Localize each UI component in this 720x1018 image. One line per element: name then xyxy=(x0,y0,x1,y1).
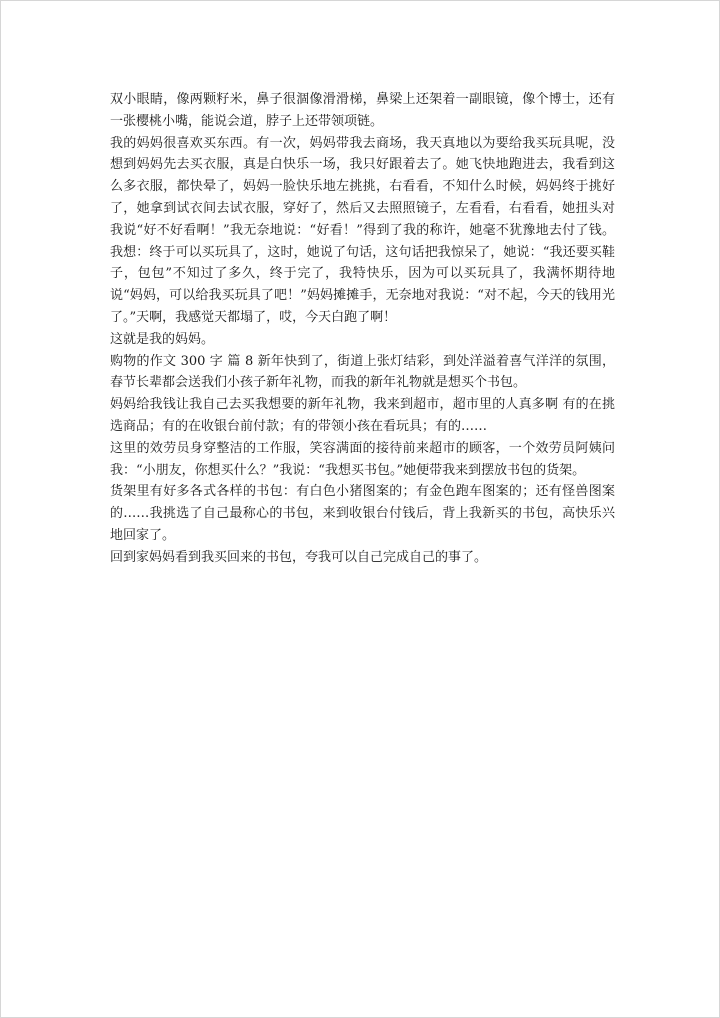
paragraph-3: 这就是我的妈妈。 xyxy=(110,331,215,347)
paragraph-2: 我的妈妈很喜欢买东西。有一次，妈妈带我去商场，我天真地以为要给我买玩具呢，没想到妈妈先去买衣服，真是白快乐一场，我只好跟着去了。她飞快地跑进去，我看到这么多衣服，都快晕了，妈妈一脸快乐地左挑挑，右看看，不知什么时候，妈妈终于挑好了，她拿到试衣间去试衣服，穿好了，然后又去照照镜子，左看看，右看看，她扭头对我说“好不好看啊！”我无奈地说：“好看！”得到了我的称许，她毫不犹豫地去付了钱。我想：终于可以买玩具了，这时，她说了句话，这句话把我惊呆了，她说：“我还要买鞋子，包包”不知过了多久，终于完了，我特快乐，因为可以买玩具了，我满怀期待地说“妈妈，可以给我买玩具了吧！”妈妈摊摊手，无奈地对我说：“对不起，今天的钱用光了。”天啊，我感觉天都塌了，哎，今天白跑了啊！ xyxy=(110,135,615,325)
paragraph-5: 妈妈给我钱让我自己去买我想要的新年礼物，我来到超市，超市里的人真多啊 有的在挑选商品；有的在收银台前付款；有的带领小孩在看玩具；有的…… xyxy=(110,397,615,434)
paragraph-6: 这里的效劳员身穿整洁的工作服，笑容满面的接待前来超市的顾客，一个效劳员阿姨问我：“小朋友，你想买什么？”我说：“我想买书包。”她便带我来到摆放书包的货架。 xyxy=(110,440,615,478)
paragraph-1: 双小眼睛，像两颗籽米，鼻子很涸像滑滑梯，鼻梁上还架着一副眼镜，像个博士，还有一张樱桃小嘴，能说会道，脖子上还带领项链。 xyxy=(110,92,615,129)
paragraph-7: 货架里有好多各式各样的书包：有白色小猪图案的；有金色跑车图案的；还有怪兽图案的……我挑选了自己最称心的书包，来到收银台付钱后，背上我新买的书包，高快乐兴地回家了。 xyxy=(110,484,615,543)
paragraph-8: 回到家妈妈看到我买回来的书包，夸我可以自己完成自己的事了。 xyxy=(110,549,488,565)
paragraph-4: 购物的作文 300 字 篇 8 新年快到了，街道上张灯结彩，到处洋溢着喜气洋洋的氛围，春节长辈都会送我们小孩子新年礼物，而我的新年礼物就是想买个书包。 xyxy=(110,353,615,391)
document-body xyxy=(110,89,615,569)
